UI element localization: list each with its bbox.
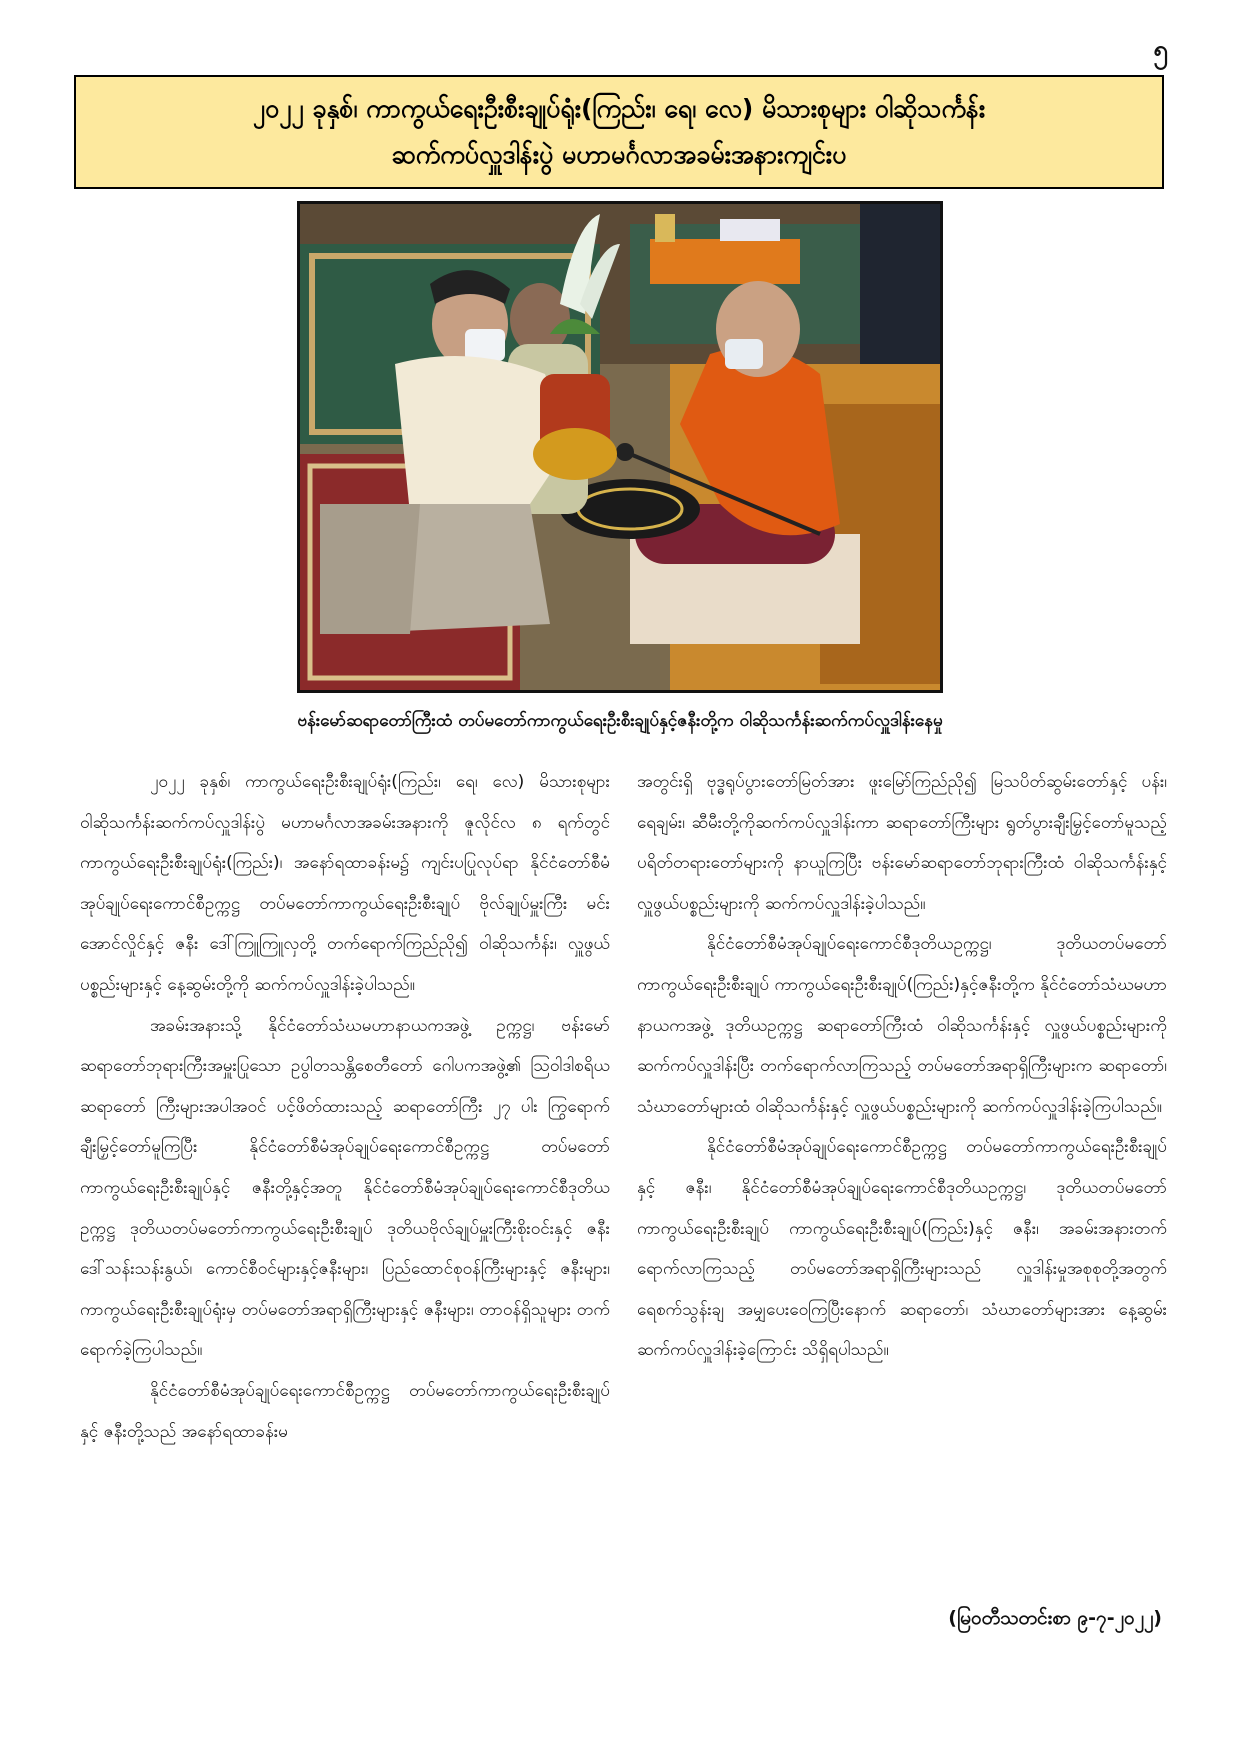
ceremony-photo [297, 201, 943, 693]
article-column-left [80, 762, 610, 1452]
article-paragraph: နိုင်ငံတော်စီမံအုပ်ချုပ်ရေးကောင်စီဥက္ကဋ္ဌ တပ်မတော်ကာကွယ်ရေးဦးစီးချုပ်နှင့် ဇနီးတို့သည် အနော်ရထာခန်းမ [80, 1380, 610, 1442]
headline-line-1: ၂၀၂၂ ခုနှစ်၊ ကာကွယ်ရေးဦးစီးချုပ်ရုံး(ကြည်း၊ ရေ၊ လေ) မိသားစုများ ဝါဆိုသင်္ကန်း [252, 94, 986, 123]
article-column-right [637, 762, 1167, 1371]
article-paragraph-continued: အတွင်းရှိ ဗုဒ္ဓရုပ်ပွားတော်မြတ်အား ဖူးမြော်ကြည်ညို၍ မြသပိတ်ဆွမ်းတော်နှင့် ပန်း၊ ရေချမ်း၊ ဆီမီးတို့ကိုဆက်ကပ်လှူဒါန်းကာ ဆရာတော်ကြီးများ ရွတ်ပွားချီးမြှင့်တော်မူသည့် ပရိတ်တရားတော်များကို နာယူကြပြီး ဗန်းမော်ဆရာတော်ဘုရားကြီးထံ ဝါဆိုသင်္ကန်းနှင့် လှူဖွယ်ပစ္စည်းများကို ဆက်ကပ်လှူဒါန်းခဲ့ပါသည်။ [637, 772, 1167, 914]
article-paragraph: အခမ်းအနားသို့ နိုင်ငံတော်သံဃမဟာနာယကအဖွဲ့ ဥက္ကဋ္ဌ၊ ဗန်းမော်ဆရာတော်ဘုရားကြီးအမှူးပြုသော ဥပွါတသန္တိစေတီတော် ဂေါပကအဖွဲ့၏ သြဝါဒါစရိယဆရာတော် ကြီးများအပါအဝင် ပင့်ဖိတ်ထားသည့် ဆရာတော်ကြီး ၂၇ ပါး ကြွရောက်ချီးမြှင့်တော်မူကြပြီး နိုင်ငံတော်စီမံအုပ်ချုပ်ရေးကောင်စီဥက္ကဋ္ဌ တပ်မတော်ကာကွယ်ရေးဦးစီးချုပ်နှင့် ဇနီးတို့နှင့်အတူ နိုင်ငံတော်စီမံအုပ်ချုပ်ရေးကောင်စီဒုတိယဥက္ကဋ္ဌ ဒုတိယတပ်မတော်ကာကွယ်ရေးဦးစီးချုပ် ဒုတိယဗိုလ်ချုပ်မှူးကြီးစိုးဝင်းနှင့် ဇနီး ဒေါ်သန်းသန်းနွယ်၊ ကောင်စီဝင်များနှင့်ဇနီးများ၊ ပြည်ထောင်စုဝန်ကြီးများနှင့် ဇနီးများ၊ ကာကွယ်ရေးဦးစီးချုပ်ရုံးမှ တပ်မတော်အရာရှိကြီးများနှင့် ဇနီးများ၊ တာဝန်ရှိသူများ တက်ရောက်ခဲ့ကြပါသည်။ [80, 1015, 610, 1361]
headline-box [74, 75, 1164, 189]
article-paragraph: ၂၀၂၂ ခုနှစ်၊ ကာကွယ်ရေးဦးစီးချုပ်ရုံး(ကြည်း၊ ရေ၊ လေ) မိသားစုများ ဝါဆိုသင်္ကန်းဆက်ကပ်လှူဒါန်းပွဲ မဟာမင်္ဂလာအခမ်းအနားကို ဇူလိုင်လ ၈ ရက်တွင် ကာကွယ်ရေးဦးစီးချုပ်ရုံး(ကြည်း)၊ အနော်ရထာခန်းမ၌ ကျင်းပပြုလုပ်ရာ နိုင်ငံတော်စီမံအုပ်ချုပ်ရေးကောင်စီဥက္ကဋ္ဌ တပ်မတော်ကာကွယ်ရေးဦးစီးချုပ် ဗိုလ်ချုပ်မှူးကြီး မင်းအောင်လှိုင်နှင့် ဇနီး ဒေါ်ကြူကြူလှတို့ တက်ရောက်ကြည်ညို၍ ဝါဆိုသင်္ကန်း၊ လှူဖွယ်ပစ္စည်းများနှင့် နေ့ဆွမ်းတို့ကို ဆက်ကပ်လှူဒါန်းခဲ့ပါသည်။ [80, 772, 610, 995]
article-paragraph: နိုင်ငံတော်စီမံအုပ်ချုပ်ရေးကောင်စီဒုတိယဥက္ကဋ္ဌ၊ ဒုတိယတပ်မတော်ကာကွယ်ရေးဦးစီးချုပ် ကာကွယ်ရေးဦးစီးချုပ်(ကြည်း)နှင့်ဇနီးတို့က နိုင်ငံတော်သံဃမဟာနာယကအဖွဲ့ ဒုတိယဥက္ကဋ္ဌ ဆရာတော်ကြီးထံ ဝါဆိုသင်္ကန်းနှင့် လှူဖွယ်ပစ္စည်းများကို ဆက်ကပ်လှူဒါန်းပြီး တက်ရောက်လာကြသည့် တပ်မတော်အရာရှိကြီးများက ဆရာတော်၊ သံဃာတော်များထံ ဝါဆိုသင်္ကန်းနှင့် လှူဖွယ်ပစ္စည်းများကို ဆက်ကပ်လှူဒါန်းခဲ့ကြပါသည်။ [637, 934, 1167, 1117]
source-citation: (မြဝတီသတင်းစာ ၉-၇-၂၀၂၂) [948, 1607, 1162, 1629]
headline-line-2: ဆက်ကပ်လှူဒါန်းပွဲ မဟာမင်္ဂလာအခမ်းအနားကျင်းပ [391, 140, 847, 169]
photo-caption: ဗန်းမော်ဆရာတော်ကြီးထံ တပ်မတော်ကာကွယ်ရေးဦးစီးချုပ်နှင့်ဇနီးတို့က ဝါဆိုသင်္ကန်းဆက်ကပ်လှူဒါန်းနေမှု [297, 711, 943, 731]
article-paragraph: နိုင်ငံတော်စီမံအုပ်ချုပ်ရေးကောင်စီဥက္ကဋ္ဌ တပ်မတော်ကာကွယ်ရေးဦးစီးချုပ်နှင့် ဇနီး၊ နိုင်ငံတော်စီမံအုပ်ချုပ်ရေးကောင်စီဒုတိယဥက္ကဋ္ဌ၊ ဒုတိယတပ်မတော်ကာကွယ်ရေးဦးစီးချုပ် ကာကွယ်ရေးဦးစီးချုပ်(ကြည်း)နှင့် ဇနီး၊ အခမ်းအနားတက်ရောက်လာကြသည့် တပ်မတော်အရာရှိကြီးများသည် လှူဒါန်းမှုအစုစုတို့အတွက် ရေစက်သွန်းချ အမျှပေးဝေကြပြီးနောက် ဆရာတော်၊ သံဃာတော်များအား နေ့ဆွမ်းဆက်ကပ်လှူဒါန်းခဲ့ကြောင်း သိရှိရပါသည်။ [637, 1137, 1167, 1361]
page-number: ၅ [1153, 35, 1168, 65]
